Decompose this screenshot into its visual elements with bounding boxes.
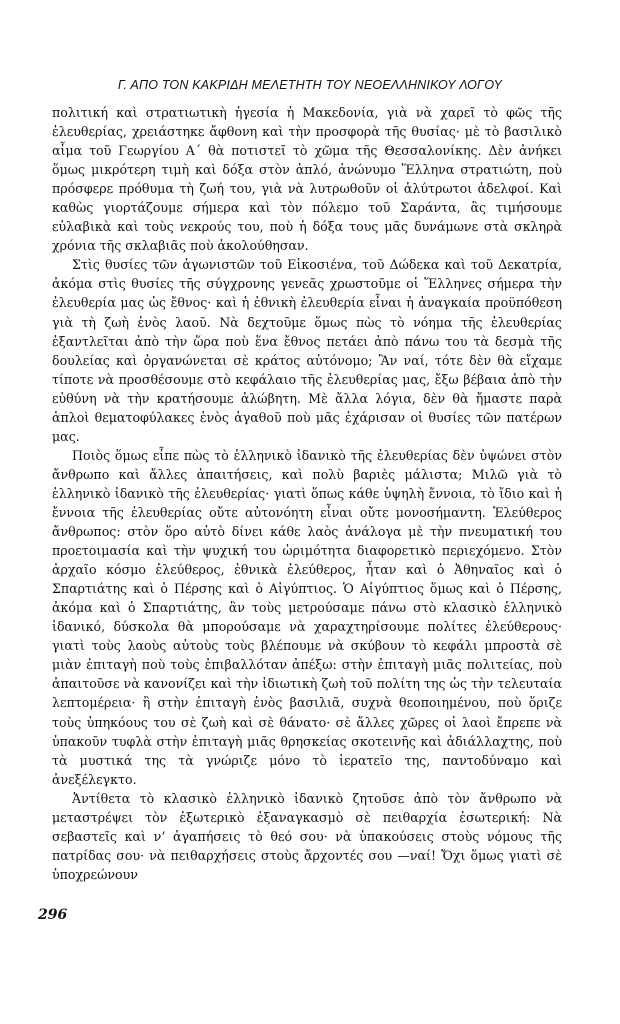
page-number: 296 — [38, 907, 68, 923]
paragraph: Ἀντίθετα τὸ κλασικὸ ἑλληνικὸ ἰδανικὸ ζητοῦσε ἀπὸ τὸν ἄνθρωπο νὰ μεταστρέψει τὸν ἐξωτερικὸ ἐξαναγκασμὸ σὲ πειθαρχία ἐσωτερική: Νὰ σεβαστεῖς καὶ ν’ ἀγαπήσεις τὸ θεό σου· νὰ ὑπακούσεις στοὺς νόμους τῆς πατρίδας σου· νὰ πειθαρχήσεις στοὺς ἄρχοντές σου —ναί! Ὄχι ὅμως γιατὶ σὲ ὑποχρεώνουν — [52, 790, 562, 882]
paragraph-continuation: πολιτική καὶ στρατιωτικὴ ἡγεσία ἡ Μακεδονία, γιὰ νὰ χαρεῖ τὸ φῶς τῆς ἐλευθερίας, χρειάστηκε ἄφθονη καὶ τὴν προσφορὰ τῆς θυσίας· μὲ τὸ βασιλικὸ αἷμα τοῦ Γεωργίου Α΄ θὰ ποτιστεῖ τὸ χῶμα τῆς Θεσσαλονίκης. Δὲν ἀνήκει ὅμως μικρότερη τιμὴ καὶ δόξα στὸν ἁπλό, ἀνώνυμο Ἕλληνα στρατιώτη, ποὺ πρόσφερε πρόθυμα τὴ ζωή του, γιὰ νὰ λυτρωθοῦν οἱ ἀλύτρωτοι ἀδελφοί. Καὶ καθὼς γιορτάζουμε σήμερα καὶ τὸν πόλεμο τοῦ Σαράντα, ἂς τιμήσουμε εὐλαβικὰ καὶ τοὺς νεκρούς του, ποὺ ἡ δόξα τους μᾶς δυνάμωνε στὰ σκληρὰ χρόνια τῆς σκλαβιᾶς ποὺ ἀκολούθησαν. — [52, 105, 562, 254]
running-head: Γ. ΑΠΟ ΤΟΝ ΚΑΚΡΙΔΗ ΜΕΛΕΤΗΤΗ ΤΟΥ ΝΕΟΕΛΛΗΝΙΚΟΥ ΛΟΓΟΥ — [117, 78, 503, 92]
paragraph: Στὶς θυσίες τῶν ἀγωνιστῶν τοῦ Εἰκοσιένα, τοῦ Δώδεκα καὶ τοῦ Δεκατρία, ἀκόμα στὶς θυσίες τῆς σύγχρονης γενεᾶς χρωστοῦμε οἱ Ἕλληνες σήμερα τὴν ἐλευθερία μας ὡς ἔθνος· καὶ ἡ ἐθνικὴ ἐλευθερία εἶναι ἡ ἀναγκαία προϋπόθεση γιὰ τὴ ζωὴ ἑνὸς λαοῦ. Νὰ δεχτοῦμε ὅμως πὼς τὸ νόημα τῆς ἐλευθερίας ἐξαντλεῖται ἀπὸ τὴν ὥρα ποὺ ἕνα ἔθνος πετάει ἀπὸ πάνω του τὰ δεσμὰ τῆς δουλείας καὶ ὀργανώνεται σὲ κράτος αὐτόνομο; Ἂν ναί, τότε δὲν θὰ εἴχαμε τίποτε νὰ προσθέσουμε στὸ κεφάλαιο τῆς ἐλευθερίας μας, ἔξω βέβαια ἀπὸ τὴν εὐθύνη νὰ τὴν κρατήσουμε ἀλώβητη. Μὲ ἄλλα λόγια, δὲν θὰ ἤμαστε παρὰ ἁπλοὶ θεματοφύλακες ἑνὸς ἀγαθοῦ ποὺ μᾶς ἐχάρισαν οἱ θυσίες τῶν πατέρων μας. — [52, 257, 562, 444]
paragraph: Ποιὸς ὅμως εἶπε πὼς τὸ ἑλληνικὸ ἰδανικὸ τῆς ἐλευθερίας δὲν ὑψώνει στὸν ἄνθρωπο καὶ ἄλλες ἀπαιτήσεις, καὶ πολὺ βαριὲς μάλιστα; Μιλῶ γιὰ τὸ ἑλληνικὸ ἰδανικὸ τῆς ἐλευθερίας· γιατὶ ὅπως κάθε ὑψηλὴ ἔννοια, τὸ ἴδιο καὶ ἡ ἔννοια τῆς ἐλευθερίας οὔτε αὐτονόητη εἶναι οὔτε μονοσήμαντη. Ἐλεύθερος ἄνθρωπος: στὸν ὅρο αὐτὸ δίνει κάθε λαὸς ἀνάλογα μὲ τὴν πνευματική του προετοιμασία καὶ τὴν ψυχική του ὡριμότητα διαφορετικὸ περιεχόμενο. Στὸν ἀρχαῖο κόσμο ἐλεύθερος, ἐθνικὰ ἐλεύθερος, ἦταν καὶ ὁ Ἀθηναῖος καὶ ὁ Σπαρτιάτης καὶ ὁ Πέρσης καὶ ὁ Αἰγύπτιος. Ὁ Αἰγύπτιος ὅμως καὶ ὁ Πέρσης, ἀκόμα καὶ ὁ Σπαρτιάτης, ἂν τοὺς μετρούσαμε πάνω στὸ κλασικὸ ἑλληνικὸ ἰδανικό, δύσκολα θὰ μπορούσαμε νὰ χαραχτηρίσουμε πολίτες ἐλεύθερους· γιατὶ τοὺς λαοὺς αὐτοὺς τοὺς βλέπουμε νὰ σκύβουν τὸ κεφάλι μπροστὰ σὲ μιὰν ἐπιταγὴ ποὺ τοὺς ἐπιβαλλόταν ἀπέξω: στὴν ἐπιταγὴ μιᾶς πολιτείας, ποὺ ἀπαιτοῦσε νὰ κανονίζει καὶ τὴν ἰδιωτικὴ ζωὴ τοῦ πολίτη της ὡς τὴν τελευταία λεπτομέρεια· ἢ στὴν ἐπιταγὴ ἑνὸς βασιλιᾶ, συχνὰ θεοποιημένου, ποὺ ὅριζε τοὺς ὑπηκόους του σὲ ζωὴ καὶ σὲ θάνατο· σὲ ἄλλες χῶρες οἱ λαοὶ ἔπρεπε νὰ ὑπακοῦν τυφλὰ στὴν ἐπιταγὴ μιᾶς θρησκείας σκοτεινῆς καὶ ἀδιάλλαχτης, ποὺ τὰ μυστικά της τὰ γνώριζε μόνο τὸ ἱερατεῖο της, παντοδύναμο καὶ ἀνεξέλεγκτο. — [52, 447, 562, 787]
body-text — [52, 103, 562, 884]
